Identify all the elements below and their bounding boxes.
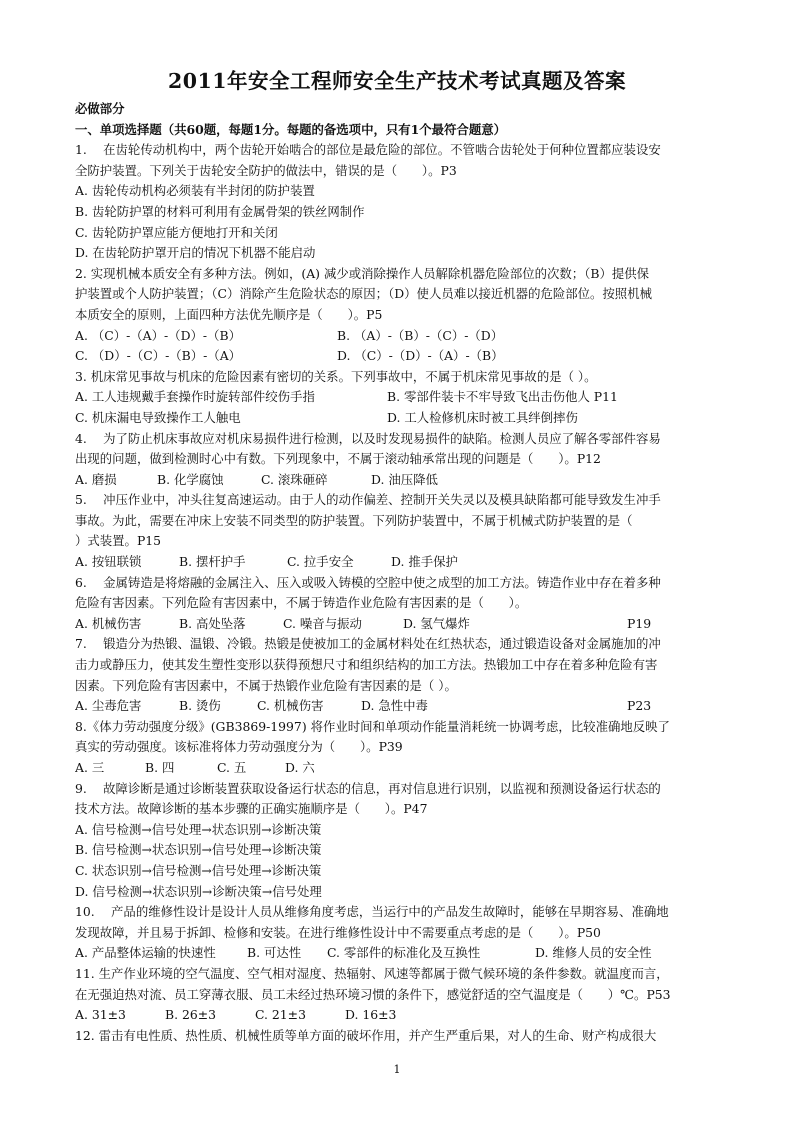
question-text: 4. 为了防止机床事故应对机床易损件进行检测，以及时发现易损件的缺陷。检测人员应了解各零部件容易 [75,430,661,446]
option: D. 工人检修机床时被工具绊倒摔伤 [387,409,578,425]
option-row [75,387,743,408]
option-row [75,408,743,429]
option-row [75,1005,743,1026]
question-text: 出现的问题，做到检测时心中有数。下列现象中，不属于滚动轴承常出现的问题是（ ）。P12 [75,451,601,467]
option: B. 零部件装卡不牢导致飞出击伤他人 P11 [387,389,618,405]
option: B. 高处坠落 [179,615,246,631]
option: B. 26±3 [165,1007,217,1023]
question-text: 6. 金属铸造是将熔融的金属注入、压入或吸入铸模的空腔中使之成型的加工方法。铸造作业中存在着多种 [75,574,661,590]
option: C. 零部件的标准化及互换性 [327,945,481,961]
question-text: 击力或静压力，使其发生塑性变形以获得预想尺寸和组织结构的加工方法。热锻加工中存在着多种危险有害 [75,657,658,673]
option: C. （D）-（C）-（B）-（A） [75,348,242,364]
option-row [75,758,743,779]
option: C. 噪音与振动 [283,615,362,631]
question-text: 9. 故障诊断是通过诊断装置获取设备运行状态的信息，再对信息进行识别，以监视和预测设备运行状态的 [75,780,661,796]
question-text: 12. 雷击有电性质、热性质、机械性质等单方面的破坏作用，并产生严重后果，对人的生命、财产构成很大 [75,1027,657,1043]
option: C. 21±3 [255,1007,306,1023]
question-text: 护装置或个人防护装置；（C）消除产生危险状态的原因；（D）使人员难以接近机器的危险部位。按照机械 [75,286,652,302]
option: A. （C）-（A）-（D）-（B） [75,327,241,343]
question-text: 危险有害因素。下列危险有害因素中，不属于铸造作业危险有害因素的是（ ）。 [75,595,528,611]
option: D. 在齿轮防护罩开启的情况下机器不能启动 [75,245,316,261]
section-label: 必做部分 [75,101,125,116]
option: A. 三 [75,760,105,775]
question-text: 2. 实现机械本质安全有多种方法。例如，(A) 减少或消除操作人员解除机器危险部位的次数；（B）提供保 [75,265,650,281]
option: A. 31±3 [75,1007,126,1023]
part-heading: 一、单项选择题（共60题，每题1分。每题的备选项中，只有1个最符合题意） [75,121,506,137]
option: D. 六 [285,760,315,775]
question-text: 因素。下列危险有害因素中，不属于热锻作业危险有害因素的是（ ）。 [75,677,457,693]
option: A. 信号检测→信号处理→状态识别→诊断决策 [75,821,322,837]
option-row [75,943,743,964]
option-row [75,346,743,367]
option: B. 烫伤 [179,698,221,714]
option: D. 信号检测→状态识别→诊断决策→信号处理 [75,883,322,899]
option: B. 齿轮防护罩的材料可利用有金属骨架的铁丝网制作 [75,203,365,219]
option: B. 四 [145,760,175,775]
option: B. 可达性 [247,945,302,961]
question-text: 在无强迫热对流、员工穿薄衣服、员工未经过热环境习惯的条件下，感觉舒适的空气温度是（ ）℃。P53 [75,986,671,1002]
option: A. 工人违规戴手套操作时旋转部件绞伤手指 [75,389,315,405]
option: B. 信号检测→状态识别→信号处理→诊断决策 [75,842,322,858]
question-text: 1. 在齿轮传动机构中，两个齿轮开始啮合的部位是最危险的部位。不管啮合齿轮处于何种位置都应装设安 [75,142,661,158]
document-body [75,99,743,1046]
option: C. 滚珠砸碎 [261,471,328,487]
question-text: 7. 锻造分为热锻、温锻、冷锻。热锻是使被加工的金属材料处在红热状态，通过锻造设备对金属施加的冲 [75,636,661,652]
option: B. （A）-（B）-（C）-（D） [337,327,504,343]
question-text: 11. 生产作业环境的空气温度、空气相对湿度、热辐射、风速等都属于微气候环境的条件参数。就温度而言， [75,965,669,981]
page-number: 1 [393,1063,401,1076]
option: A. 产品整体运输的快速性 [75,945,216,961]
question-text: ）式装置。P15 [75,533,162,549]
option: A. 机械伤害 [75,615,142,631]
option: D. 氢气爆炸 [403,615,470,631]
option-row [75,552,743,573]
option: A. 尘毒危害 [75,698,142,714]
page-title: 2011年安全工程师安全生产技术考试真题及答案 [167,69,627,93]
question-text: 10. 产品的维修性设计是设计人员从维修角度考虑，当运行中的产品发生故障时，能够在早期容易、准确地 [75,904,669,920]
option: A. 按钮联锁 [75,554,142,570]
option: C. 机械伤害 [257,698,324,714]
option-row [75,614,743,635]
question-text: 3. 机床常见事故与机床的危险因素有密切的关系。下列事故中，不属于机床常见事故的是（ ）。 [75,368,597,384]
option: C. 五 [217,760,247,775]
option: B. 化学腐蚀 [157,471,224,487]
option: C. 齿轮防护罩应能方便地打开和关闭 [75,224,278,240]
page-ref: P19 [627,615,652,631]
question-text: 发现故障，并且易于拆卸、检修和安装。在进行维修性设计中不需要重点考虑的是（ ）。P50 [75,924,601,940]
question-text: 本质安全的原则，上面四种方法优先顺序是（ ）。P5 [75,306,383,322]
question-text: 5. 冲压作业中，冲头往复高速运动。由于人的动作偏差、控制开关失灵以及模具缺陷都可能导致发生冲手 [75,492,661,508]
option-row [75,696,743,717]
option-row [75,326,743,347]
question-text: 事故。为此，需要在冲床上安装不同类型的防护装置。下列防护装置中，不属于机械式防护装置的是（ [75,512,633,528]
question-text: 8.《体力劳动强度分级》(GB3869-1997) 将作业时间和单项动作能量消耗统一协调考虑，比较准确地反映了 [75,718,670,734]
option: D. （C）-（D）-（A）-（B） [337,348,504,364]
option: A. 齿轮传动机构必须装有半封闭的防护装置 [75,183,315,199]
page-ref: P23 [627,698,652,714]
option: A. 磨损 [75,471,117,487]
option: D. 推手保护 [391,554,458,570]
option: D. 急性中毒 [361,698,428,714]
option-row [75,470,743,491]
question-text: 技术方法。故障诊断的基本步骤的正确实施顺序是（ ）。P47 [75,801,428,817]
option: D. 维修人员的安全性 [535,945,652,961]
option: D. 16±3 [345,1007,397,1023]
option: B. 摆杆护手 [179,554,246,570]
option: D. 油压降低 [371,471,438,487]
option: C. 机床漏电导致操作工人触电 [75,409,241,425]
question-text: 全防护装置。下列关于齿轮安全防护的做法中，错误的是（ ）。P3 [75,162,457,178]
option: C. 状态识别→信号检测→信号处理→诊断决策 [75,862,322,878]
option: C. 拉手安全 [287,554,354,570]
question-text: 真实的劳动强度。该标准将体力劳动强度分为（ ）。P39 [75,739,403,755]
